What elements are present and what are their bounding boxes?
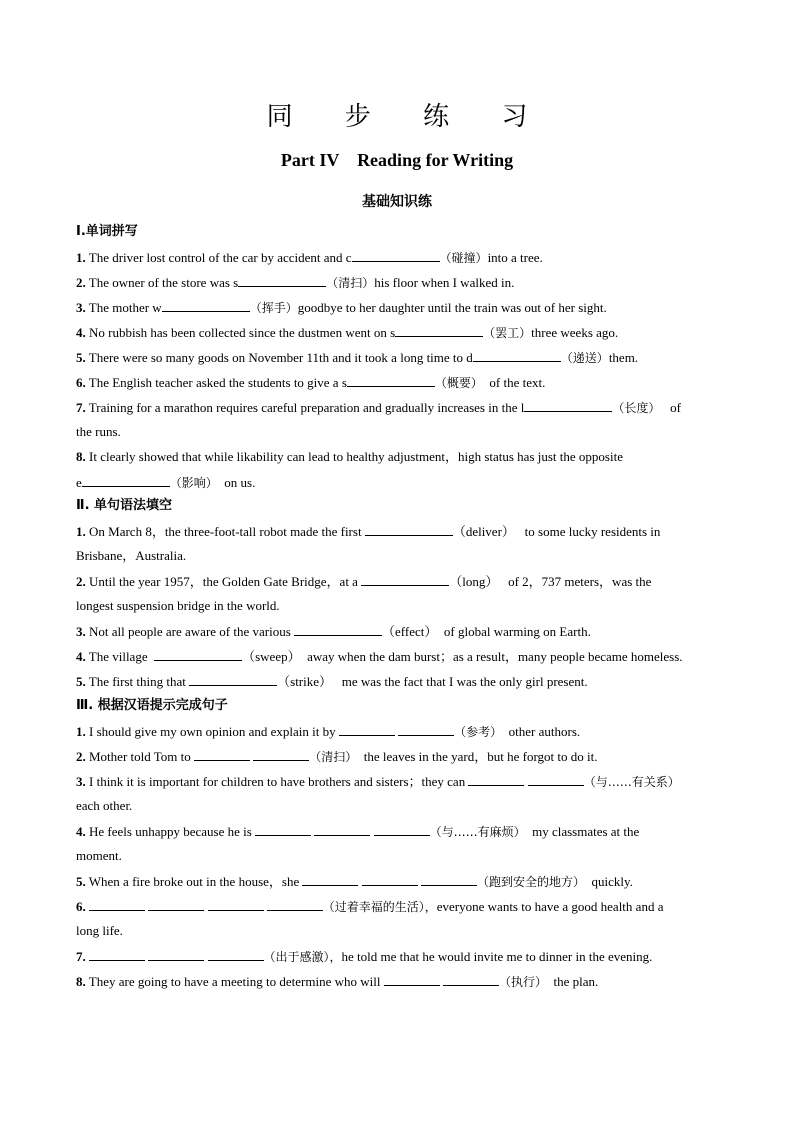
translation-item: 3. I think it is important for children to have brothers and sisters；they can （与……有关系）: [76, 774, 680, 789]
grammar-item: 3. Not all people are aware of the various （effect） of global warming on Earth.: [76, 624, 591, 639]
translation-item: 1. I should give my own opinion and explain it by （参考） other authors.: [76, 724, 581, 739]
answer-blank[interactable]: [238, 273, 326, 287]
page-title: 同 步 练 习: [266, 102, 550, 132]
answer-blank[interactable]: [365, 522, 453, 536]
answer-blank[interactable]: [384, 972, 440, 986]
grammar-item: 4. The village （sweep） away when the dam burst；as a result，many people became homeless.: [76, 649, 683, 664]
spelling-item: 2. The owner of the store was s （清扫）his floor when I walked in.: [76, 275, 515, 290]
answer-blank[interactable]: [339, 722, 395, 736]
answer-blank[interactable]: [294, 622, 382, 636]
translation-item: 2. Mother told Tom to （清扫） the leaves in the yard，but he forgot to do it.: [76, 749, 598, 764]
translation-item: 5. When a fire broke out in the house，she （跑到安全的地方） quickly.: [76, 874, 633, 889]
answer-blank[interactable]: [189, 672, 277, 686]
grammar-item: 2. Until the year 1957，the Golden Gate Bridge，at a （long） of 2，737 meters，was the: [76, 574, 652, 589]
grammar-item: 1. On March 8，the three-foot-tall robot made the first （deliver） to some lucky residents in: [76, 524, 661, 539]
answer-blank[interactable]: [267, 897, 323, 911]
section-heading: 基础知识练: [362, 194, 432, 210]
spelling-item: 8. It clearly showed that while likability can lead to healthy adjustment，high status has just the opposite: [76, 449, 623, 464]
answer-blank[interactable]: [395, 323, 483, 337]
answer-blank[interactable]: [374, 822, 430, 836]
answer-blank[interactable]: [528, 772, 584, 786]
spelling-item: 5. There were so many goods on November 11th and it took a long time to d （递送）them.: [76, 350, 639, 365]
answer-blank[interactable]: [162, 298, 250, 312]
grammar-item: 5. The first thing that （strike） me was the fact that I was the only girl present.: [76, 674, 588, 689]
grammar-item-continuation: Brisbane，Australia.: [76, 548, 187, 563]
answer-blank[interactable]: [89, 897, 145, 911]
translation-item: 8. They are going to have a meeting to determine who will （执行） the plan.: [76, 974, 599, 989]
answer-blank[interactable]: [253, 747, 309, 761]
spelling-item: 3. The mother w （挥手）goodbye to her daughter until the train was out of her sight.: [76, 300, 607, 315]
answer-blank[interactable]: [89, 947, 145, 961]
answer-blank[interactable]: [194, 747, 250, 761]
answer-blank[interactable]: [314, 822, 370, 836]
spelling-item: 4. No rubbish has been collected since the dustmen went on s （罢工）three weeks ago.: [76, 325, 619, 340]
translation-item-continuation: long life.: [76, 923, 123, 938]
answer-blank[interactable]: [524, 398, 612, 412]
grammar-item-continuation: longest suspension bridge in the world.: [76, 598, 280, 613]
answer-blank[interactable]: [361, 572, 449, 586]
answer-blank[interactable]: [473, 348, 561, 362]
section-title-grammar: Ⅱ. 单句语法填空: [76, 498, 173, 513]
answer-blank[interactable]: [154, 647, 242, 661]
spelling-item: 7. Training for a marathon requires careful preparation and gradually increases in the l （长度） of: [76, 400, 681, 415]
spelling-item: 1. The driver lost control of the car by accident and c （碰撞）into a tree.: [76, 250, 543, 265]
translation-item: 7. （出于感激），he told me that he would invite me to dinner in the evening.: [76, 949, 653, 964]
translation-item: 4. He feels unhappy because he is （与……有麻烦） my classmates at the: [76, 824, 640, 839]
answer-blank[interactable]: [148, 897, 204, 911]
answer-blank[interactable]: [302, 872, 358, 886]
answer-blank[interactable]: [352, 248, 440, 262]
answer-blank[interactable]: [82, 473, 170, 487]
section-title-translation: Ⅲ. 根据汉语提示完成句子: [76, 698, 228, 713]
answer-blank[interactable]: [443, 972, 499, 986]
translation-item-continuation: moment.: [76, 848, 122, 863]
answer-blank[interactable]: [148, 947, 204, 961]
answer-blank[interactable]: [398, 722, 454, 736]
spelling-item: 6. The English teacher asked the students to give a s （概要） of the text.: [76, 375, 546, 390]
answer-blank[interactable]: [421, 872, 477, 886]
answer-blank[interactable]: [208, 897, 264, 911]
spelling-item-continuation: e （影响） on us.: [76, 475, 256, 490]
answer-blank[interactable]: [347, 373, 435, 387]
spelling-item-continuation: the runs.: [76, 424, 121, 439]
translation-item-continuation: each other.: [76, 798, 133, 813]
translation-item: 6. （过着幸福的生活），everyone wants to have a good health and a: [76, 899, 664, 914]
answer-blank[interactable]: [468, 772, 524, 786]
section-title-spelling: Ⅰ.单词拼写: [76, 224, 138, 239]
answer-blank[interactable]: [208, 947, 264, 961]
page-subtitle: Part IV Reading for Writing: [280, 150, 514, 170]
answer-blank[interactable]: [255, 822, 311, 836]
answer-blank[interactable]: [362, 872, 418, 886]
